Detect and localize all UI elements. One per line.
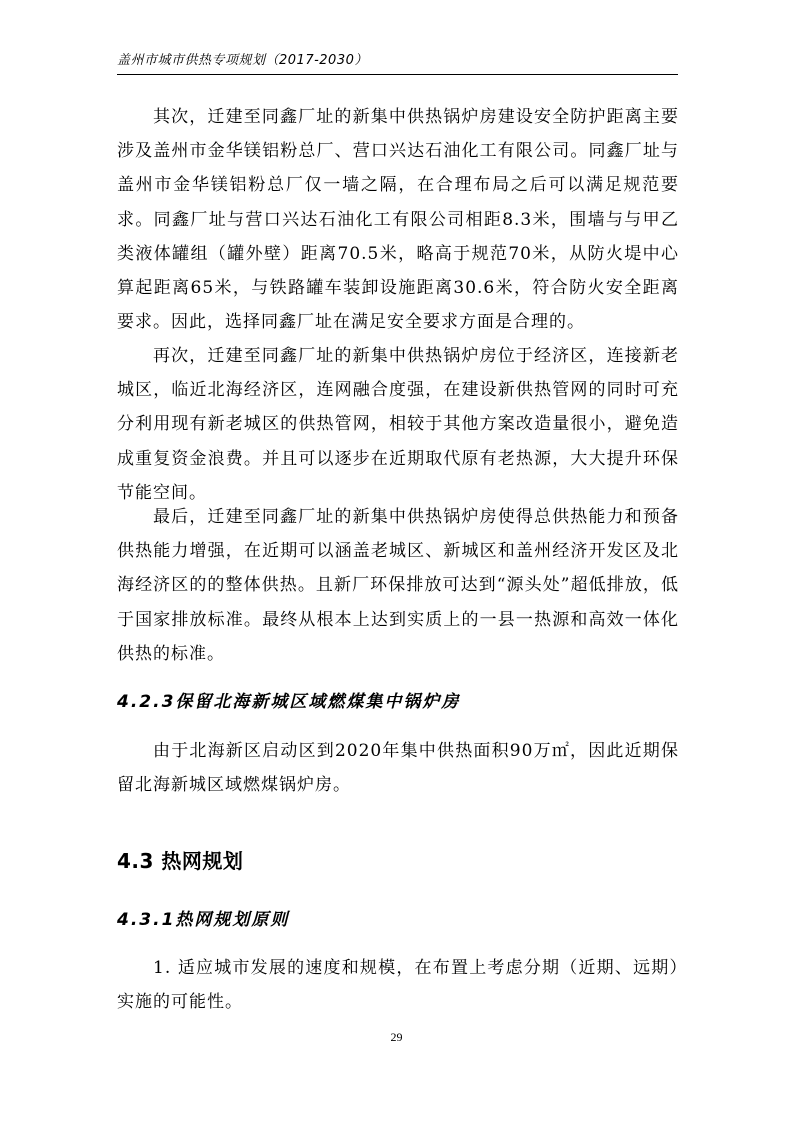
section-heading-4-3: 4.3 热网规划 — [117, 849, 244, 873]
page-number: 29 — [390, 1030, 403, 1044]
paragraph-capacity: 最后，迁建至同鑫厂址的新集中供热锅炉房使得总供热能力和预备供热能力增强，在近期可以涵盖老城区、新城区和盖州经济开发区及北海经济区的的整体供热。且新厂环保排放可达到“源头处”超低排放，低于国家排放标准。最终从根本上达到实质上的一县一热源和高效一体化供热的标准。 — [117, 507, 679, 664]
paragraph-safety-distance: 其次，迁建至同鑫厂址的新集中供热锅炉房建设安全防护距离主要涉及盖州市金华镁铝粉总厂、营口兴达石油化工有限公司。同鑫厂址与盖州市金华镁铝粉总厂仅一墙之隔，在合理布局之后可以满足规范要求。同鑫厂址与营口兴达石油化工有限公司相距8.3米，围墙与与甲乙类液体罐组（罐外壁）距离70.5米，略高于规范70米，从防火堤中心算起距离65米，与铁路罐车装卸设施距离30.6米，符合防火安全距离要求。因此，选择同鑫厂址在满足安全要求方面是合理的。 — [117, 107, 679, 333]
header-divider — [117, 74, 678, 75]
paragraph-network-location: 再次，迁建至同鑫厂址的新集中供热锅炉房位于经济区，连接新老城区，临近北海经济区，连网融合度强，在建设新供热管网的同时可充分利用现有新老城区的供热管网，相较于其他方案改造量很小，避免造成重复资金浪费。并且可以逐步在近期取代原有老热源，大大提升环保节能空间。 — [117, 346, 679, 503]
running-header: 盖州市城市供热专项规划（2017-2030） — [117, 53, 368, 68]
section-heading-4-3-1: 4.3.1热网规划原则 — [117, 910, 290, 930]
paragraph-beihai-boiler: 由于北海新区启动区到2020年集中供热面积90万㎡，因此近期保留北海新城区域燃煤锅炉房。 — [117, 741, 679, 796]
section-heading-4-2-3: 4.2.3保留北海新城区域燃煤集中锅炉房 — [117, 692, 461, 712]
list-item-principle-1: 1. 适应城市发展的速度和规模，在布置上考虑分期（近期、远期）实施的可能性。 — [117, 958, 679, 1013]
